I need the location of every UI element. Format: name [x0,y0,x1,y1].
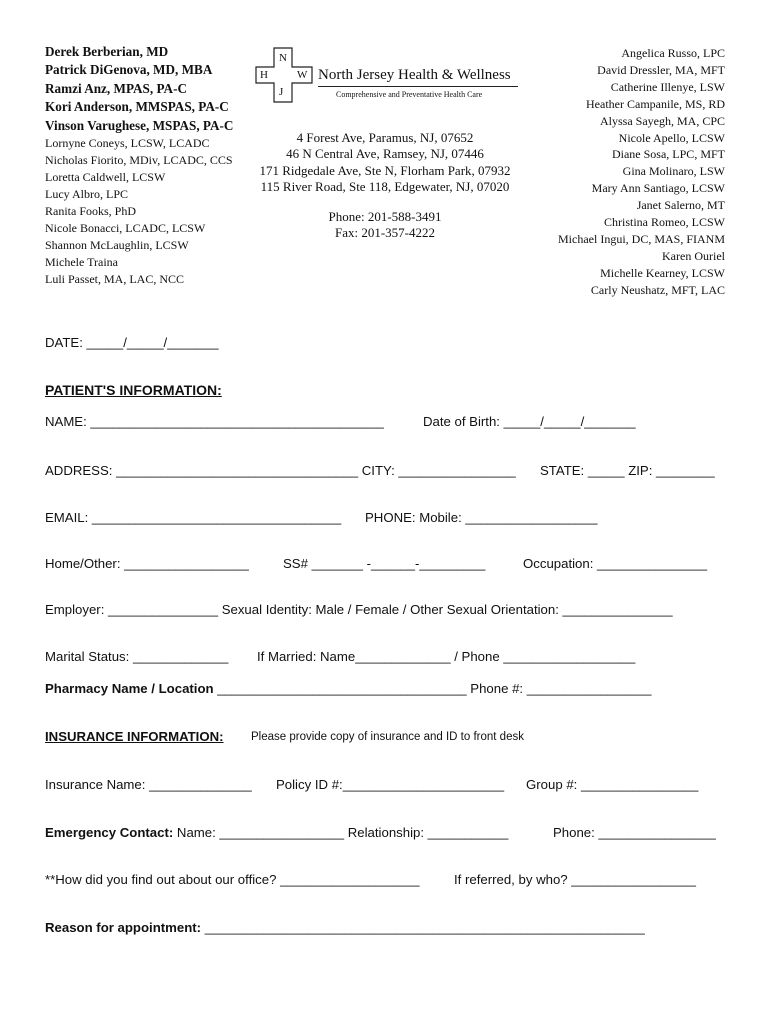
reason-field[interactable] [45,920,645,935]
pharmacy-line[interactable]: __________________________________ Phone #: _________________ [213,681,652,696]
staff-name: Michele Traina [45,255,118,270]
ssn-field[interactable]: SS# _______ -______-_________ [283,556,486,571]
staff-name: Luli Passet, MA, LAC, NCC [45,272,185,287]
address-city-field[interactable]: ADDRESS: _________________________________ CITY: ________________ [45,463,516,478]
group-number-field[interactable]: Group #: ________________ [526,777,699,792]
insurance-note: Please provide copy of insurance and ID to front desk [251,731,524,743]
referral-source-field[interactable]: **How did you find out about our office? ___________________ [45,872,420,887]
practice-logo [254,47,520,103]
practice-name: North Jersey Health & Wellness [318,67,511,83]
staff-name: Heather Campanile, MS, RD [586,96,725,111]
logo-divider [318,86,518,87]
staff-name: Gina Molinaro, LSW [622,164,725,179]
employer-identity-field[interactable]: Employer: _______________ Sexual Identity: Male / Female / Other Sexual Orientation: _______________ [45,602,673,617]
staff-name: Janet Salerno, MT [636,198,725,213]
staff-name: Nicole Bonacci, LCADC, LCSW [45,221,206,236]
spacer [248,195,522,209]
logo-letter-j: J [279,86,284,98]
marital-status-field[interactable]: Marital Status: _____________ [45,649,229,664]
email-field[interactable]: EMAIL: __________________________________ [45,510,342,525]
staff-name: Diane Sosa, LPC, MFT [611,147,725,162]
office-address: 4 Forest Ave, Paramus, NJ, 07652 [296,130,474,145]
staff-name: Nicholas Fiorito, MDiv, LCADC, CCS [45,153,233,168]
staff-name: Mary Ann Santiago, LCSW [591,181,725,196]
pharmacy-label: Pharmacy Name / Location [45,681,214,696]
patient-info-heading: PATIENT'S INFORMATION: [45,382,222,398]
date-field[interactable]: DATE: _____/_____/_______ [45,335,219,350]
staff-name: Lornyne Coneys, LCSW, LCADC [45,136,210,151]
reason-line[interactable]: ____________________________________________________________ [201,920,645,935]
pharmacy-field[interactable] [45,681,651,696]
referred-by-field[interactable]: If referred, by who? _________________ [454,872,696,887]
practice-tagline: Comprehensive and Preventative Health Care [336,90,483,99]
home-phone-field[interactable]: Home/Other: _________________ [45,556,249,571]
staff-name: Ramzi Anz, MPAS, PA-C [45,80,187,96]
logo-letter-n: N [279,52,287,64]
office-fax: Fax: 201-357-4222 [334,225,436,241]
emergency-contact-label: Emergency Contact: [45,825,174,840]
staff-name: Michelle Kearney, LCSW [600,265,725,280]
logo-letter-h: H [260,69,268,81]
reason-label: Reason for appointment: [45,920,202,935]
staff-name: Nicole Apello, LCSW [618,130,725,145]
staff-name: Carly Neushatz, MFT, LAC [590,282,725,297]
staff-name: Loretta Caldwell, LCSW [45,170,166,185]
staff-name: Ranita Fooks, PhD [45,204,137,219]
emergency-contact-field[interactable] [45,825,508,840]
staff-name: Catherine Illenye, LSW [610,79,725,94]
office-address: 115 River Road, Ste 118, Edgewater, NJ, 07020 [260,178,510,194]
office-address: 171 Ridgedale Ave, Ste N, Florham Park, 07932 [259,162,511,178]
mobile-phone-field[interactable]: PHONE: Mobile: __________________ [365,510,598,525]
staff-name: Vinson Varughese, MSPAS, PA-C [45,117,234,133]
staff-name: Michael Ingui, DC, MAS, FIANM [558,231,725,246]
office-address: 46 N Central Ave, Ramsey, NJ, 07446 [286,146,484,162]
spouse-field[interactable]: If Married: Name_____________ / Phone __________________ [257,649,636,664]
emergency-phone-field[interactable]: Phone: ________________ [553,825,716,840]
state-zip-field[interactable]: STATE: _____ ZIP: ________ [540,463,715,478]
staff-name: Kori Anderson, MMSPAS, PA-C [45,99,229,115]
emergency-name-line[interactable]: Name: _________________ Relationship: ___________ [173,825,509,840]
staff-name: Shannon McLaughlin, LCSW [45,238,189,253]
staff-name: Alyssa Sayegh, MA, CPC [599,113,725,128]
staff-name: Christina Romeo, LCSW [604,215,725,230]
logo-letter-w: W [297,69,308,81]
right-staff-list [505,45,725,299]
dob-field[interactable]: Date of Birth: _____/_____/_______ [423,414,636,429]
insurance-name-field[interactable]: Insurance Name: ______________ [45,777,252,792]
staff-name: Patrick DiGenova, MD, MBA [45,62,213,78]
office-addresses [248,130,522,241]
insurance-info-heading: INSURANCE INFORMATION: [45,729,224,744]
occupation-field[interactable]: Occupation: _______________ [523,556,708,571]
staff-name: Angelica Russo, LPC [621,46,725,60]
name-field[interactable]: NAME: ________________________________________ [45,414,384,429]
staff-name: David Dressler, MA, MFT [597,62,725,77]
office-phone: Phone: 201-588-3491 [328,209,442,225]
staff-name: Karen Ouriel [662,248,725,263]
staff-name: Lucy Albro, LPC [45,187,128,202]
policy-id-field[interactable]: Policy ID #:______________________ [276,777,505,792]
staff-name: Derek Berberian, MD [45,44,169,59]
